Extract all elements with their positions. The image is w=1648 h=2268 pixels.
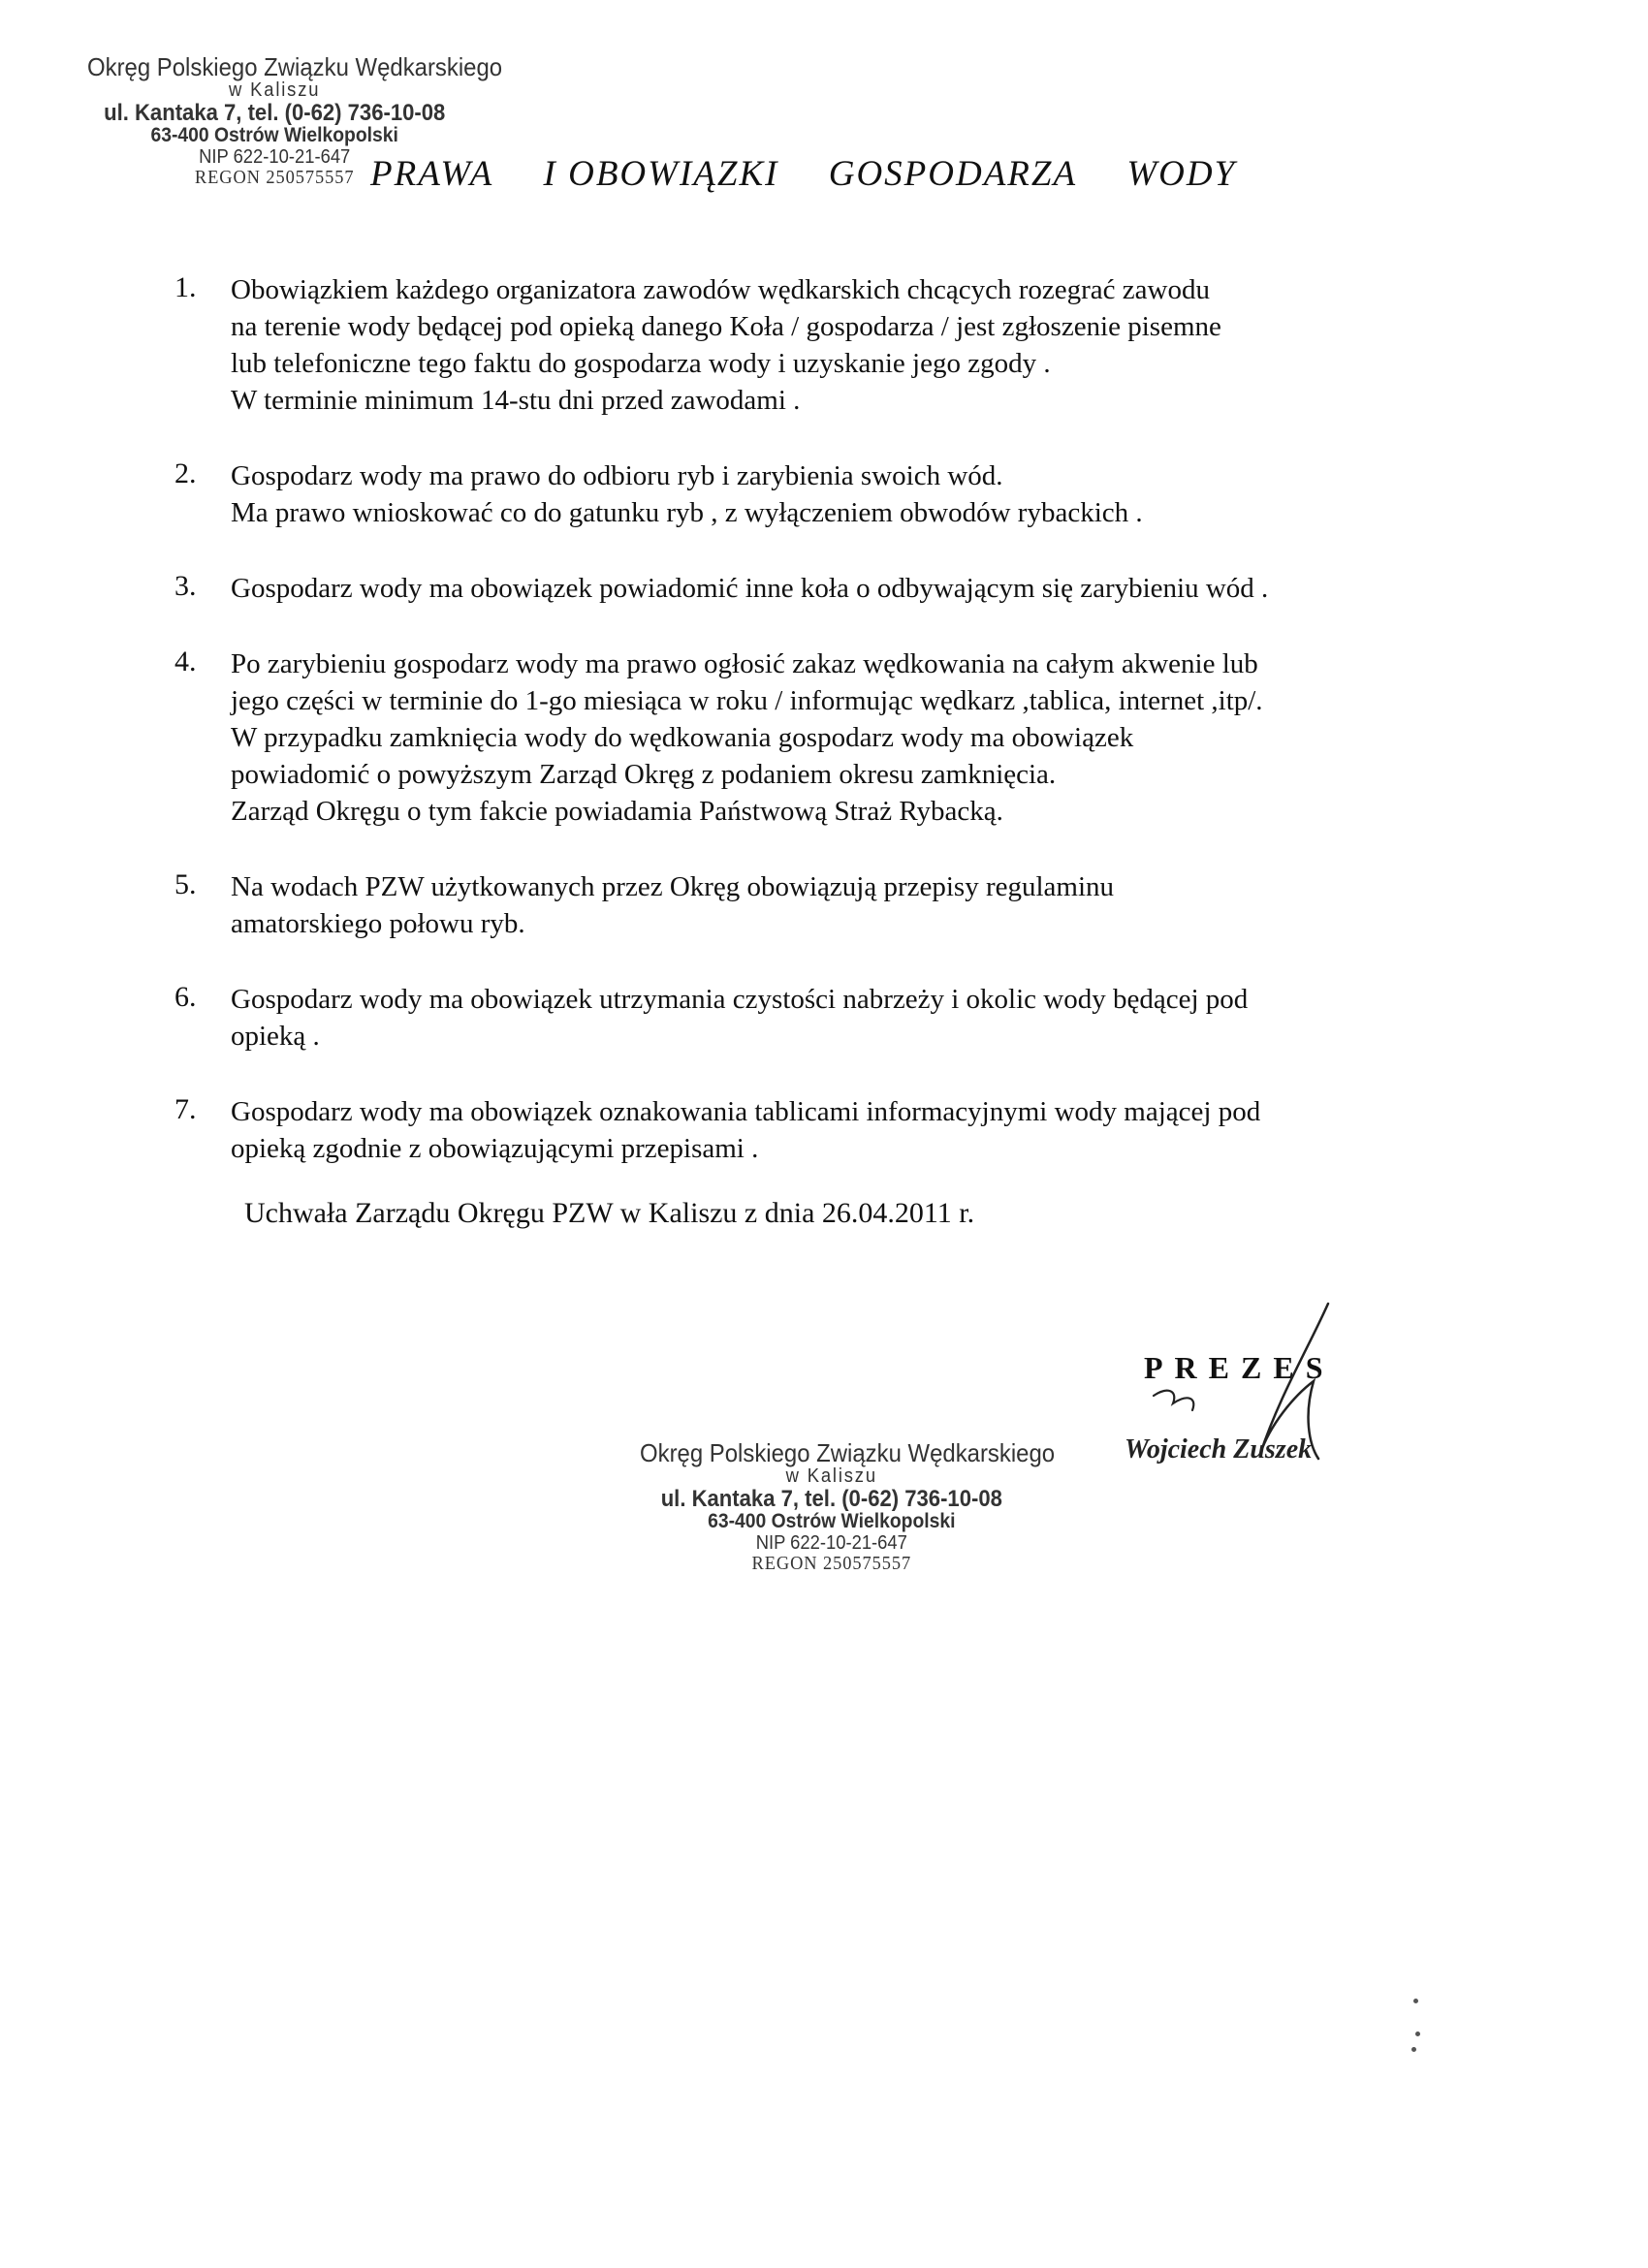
rule-number: 7.: [174, 1093, 197, 1125]
rule-item: [174, 457, 1464, 531]
rule-item: [174, 981, 1464, 1055]
stamp-city: w Kaliszu: [229, 79, 321, 102]
stamp-org-name: Okręg Polskiego Związku Wędkarskiego: [87, 52, 503, 81]
rule-item: [174, 646, 1464, 830]
stamp-org-name: Okręg Polskiego Związku Wędkarskiego: [640, 1438, 1056, 1467]
rule-item: [174, 271, 1464, 419]
stamp-address: ul. Kantaka 7, tel. (0-62) 736-10-08: [660, 1486, 1002, 1513]
scan-speck: [1413, 1999, 1418, 2003]
rule-text-line: Gospodarz wody ma obowiązek powiadomić inne koła o odbywającym się zarybieniu wód .: [231, 573, 1269, 604]
title-word-2: I OBOWIĄZKI: [543, 154, 779, 194]
rule-text-line: W przypadku zamknięcia wody do wędkowania gospodarz wody ma obowiązek: [231, 722, 1134, 753]
rule-number: 5.: [174, 868, 197, 900]
rule-text-line: Na wodach PZW użytkowanych przez Okręg obowiązują przepisy regulaminu: [231, 871, 1115, 902]
rule-number: 6.: [174, 981, 197, 1013]
stamp-nip: NIP 622-10-21-647: [199, 145, 351, 168]
rule-number: 3.: [174, 570, 197, 602]
stamp-nip: NIP 622-10-21-647: [755, 1531, 907, 1554]
rule-number: 4.: [174, 646, 197, 677]
stamp-postal: 63-400 Ostrów Wielkopolski: [708, 1510, 956, 1533]
stamp-regon: REGON 250575557: [194, 166, 355, 188]
rule-text-line: Gospodarz wody ma obowiązek oznakowania tablicami informacyjnymi wody mającej pod: [231, 1096, 1261, 1127]
rule-text-line: Gospodarz wody ma obowiązek utrzymania czystości nabrzeży i okolic wody będącej pod: [231, 984, 1249, 1015]
rule-text-line: Gospodarz wody ma prawo do odbioru ryb i zarybienia swoich wód.: [231, 460, 1003, 491]
rule-text-line: Zarząd Okręgu o tym fakcie powiadamia Państwową Straż Rybacką.: [231, 796, 1003, 827]
scan-speck: [1415, 2032, 1420, 2036]
rule-text-line: jego części w terminie do 1-go miesiąca w roku / informując wędkarz ,tablica, internet ,itp/.: [231, 685, 1263, 716]
rule-text-line: powiadomić o powyższym Zarząd Okręg z podaniem okresu zamknięcia.: [231, 759, 1057, 790]
rule-text-line: Ma prawo wnioskować co do gatunku ryb , z wyłączeniem obwodów rybackich .: [231, 497, 1143, 528]
document-title: [370, 153, 1275, 195]
rule-number: 1.: [174, 271, 197, 303]
rule-item: [174, 868, 1464, 942]
stamp-regon: REGON 250575557: [751, 1552, 912, 1574]
scan-speck: [1411, 2047, 1416, 2052]
rule-item: [174, 1093, 1464, 1167]
rule-text-line: opieką .: [231, 1021, 320, 1052]
rule-number: 2.: [174, 457, 197, 489]
signatory-title-stamp: PREZES: [1144, 1350, 1335, 1385]
rule-text-line: amatorskiego połowu ryb.: [231, 908, 525, 939]
resolution-note: Uchwała Zarządu Okręgu PZW w Kaliszu z dnia 26.04.2011 r.: [244, 1197, 975, 1229]
rule-text-line: na terenie wody będącej pod opieką danego Koła / gospodarza / jest zgłoszenie pisemne: [231, 311, 1221, 342]
stamp-city: w Kaliszu: [785, 1465, 877, 1488]
rules-list: [174, 271, 1464, 1206]
rule-text-line: Obowiązkiem każdego organizatora zawodów wędkarskich chcących rozegrać zawodu: [231, 274, 1210, 305]
rule-text-line: opieką zgodnie z obowiązującymi przepisami .: [231, 1133, 759, 1164]
title-word-4: WODY: [1126, 154, 1237, 194]
rule-text-line: Po zarybieniu gospodarz wody ma prawo ogłosić zakaz wędkowania na całym akwenie lub: [231, 648, 1258, 679]
stamp-postal: 63-400 Ostrów Wielkopolski: [150, 124, 398, 147]
handwritten-signature-icon: [1115, 1289, 1386, 1483]
stamp-address: ul. Kantaka 7, tel. (0-62) 736-10-08: [104, 100, 446, 127]
rule-text-line: W terminie minimum 14-stu dni przed zawodami .: [231, 385, 801, 416]
organization-stamp-bottom: [640, 1438, 1056, 1574]
title-word-1: PRAWA: [370, 154, 494, 194]
title-word-3: GOSPODARZA: [828, 154, 1078, 194]
rule-item: [174, 570, 1464, 607]
signatory-name-stamp: Wojciech Zuszek: [1125, 1434, 1313, 1465]
rule-text-line: lub telefoniczne tego faktu do gospodarza wody i uzyskanie jego zgody .: [231, 348, 1051, 379]
